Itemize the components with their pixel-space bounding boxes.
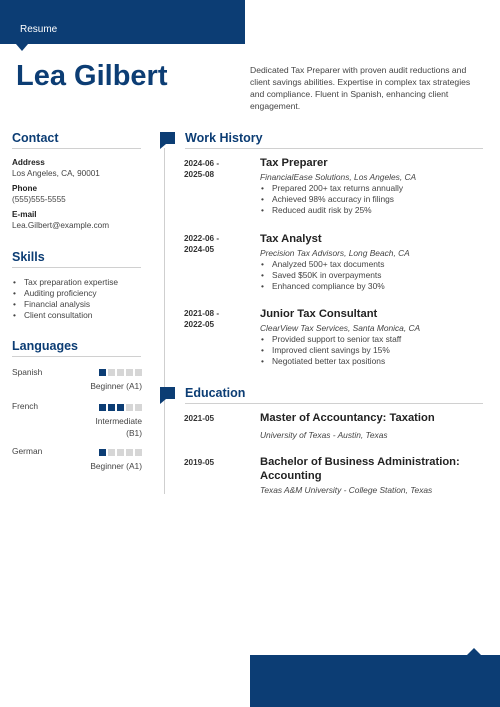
job-end: 2022-05 <box>184 320 215 329</box>
rating-empty-icon <box>108 369 115 376</box>
language-rating <box>99 369 142 376</box>
phone-value: (555)555-5555 <box>12 195 66 204</box>
job-title: Tax Analyst <box>260 233 322 245</box>
education-marker-icon <box>160 387 175 399</box>
job-start: 2022-06 - <box>184 234 220 243</box>
job-bullet: • Reduced audit risk by 25% <box>260 205 485 216</box>
job-company: FinancialEase Solutions, Los Angeles, CA <box>260 172 417 182</box>
work-history-title: Work History <box>185 131 263 145</box>
address-value: Los Angeles, CA, 90001 <box>12 169 100 178</box>
skill-item: • Financial analysis <box>12 299 147 310</box>
phone-label: Phone <box>12 184 38 193</box>
language-rating <box>99 449 142 456</box>
address-label: Address <box>12 158 45 167</box>
language-name: German <box>12 446 43 456</box>
email-label: E-mail <box>12 210 37 219</box>
job-bullets <box>260 259 485 292</box>
footer-block <box>250 655 500 707</box>
rating-filled-icon <box>99 449 106 456</box>
timeline-line <box>164 148 165 494</box>
skills-divider <box>12 267 141 268</box>
languages-title: Languages <box>12 339 78 353</box>
rating-filled-icon <box>108 404 115 411</box>
rating-filled-icon <box>99 404 106 411</box>
work-marker-icon <box>160 132 175 144</box>
job-date <box>184 233 219 255</box>
language-level: Beginner (A1) <box>90 381 142 391</box>
contact-divider <box>12 148 141 149</box>
education-date: 2021-05 <box>184 414 215 423</box>
education-title: Education <box>185 386 246 400</box>
job-company: ClearView Tax Services, Santa Monica, CA <box>260 323 421 333</box>
languages-divider <box>12 356 141 357</box>
skills-title: Skills <box>12 250 45 264</box>
work-divider <box>185 148 483 149</box>
job-end: 2025-08 <box>184 170 215 179</box>
school-name: University of Texas - Austin, Texas <box>260 430 388 440</box>
resume-label: Resume <box>20 24 58 35</box>
job-bullet: • Improved client savings by 15% <box>260 345 485 356</box>
skills-list <box>12 277 147 321</box>
job-bullet: • Achieved 98% accuracy in filings <box>260 194 485 205</box>
email-value[interactable]: Lea.Gilbert@example.com <box>12 221 110 230</box>
education-date: 2019-05 <box>184 458 215 467</box>
job-company: Precision Tax Advisors, Long Beach, CA <box>260 248 410 258</box>
rating-filled-icon <box>99 369 106 376</box>
school-name: Texas A&M University - College Station, Texas <box>260 485 433 495</box>
job-bullets <box>260 334 485 367</box>
degree-title: Bachelor of Business Administration: Accounting <box>260 456 460 482</box>
job-title: Junior Tax Consultant <box>260 308 378 320</box>
job-end: 2024-05 <box>184 245 215 254</box>
job-bullet: • Prepared 200+ tax returns annually <box>260 183 485 194</box>
rating-empty-icon <box>117 449 124 456</box>
skill-item: • Client consultation <box>12 310 147 321</box>
job-bullet: • Enhanced compliance by 30% <box>260 281 485 292</box>
degree-title: Master of Accountancy: Taxation <box>260 412 435 424</box>
rating-empty-icon <box>135 369 142 376</box>
job-bullet: • Analyzed 500+ tax documents <box>260 259 485 270</box>
job-date <box>184 308 219 330</box>
rating-empty-icon <box>135 404 142 411</box>
language-level: Intermediate (B1) <box>95 416 142 438</box>
rating-empty-icon <box>117 369 124 376</box>
language-name: Spanish <box>12 367 43 377</box>
language-rating <box>99 404 142 411</box>
job-bullet: • Saved $50K in overpayments <box>260 270 485 281</box>
job-date <box>184 158 219 180</box>
rating-empty-icon <box>126 404 133 411</box>
job-bullet: • Negotiated better tax positions <box>260 356 485 367</box>
rating-empty-icon <box>126 449 133 456</box>
footer-notch <box>467 648 481 655</box>
rating-empty-icon <box>126 369 133 376</box>
rating-filled-icon <box>117 404 124 411</box>
header-banner <box>0 0 245 44</box>
job-start: 2021-08 - <box>184 309 220 318</box>
job-bullet: • Provided support to senior tax staff <box>260 334 485 345</box>
job-title: Tax Preparer <box>260 157 328 169</box>
rating-empty-icon <box>135 449 142 456</box>
summary: Dedicated Tax Preparer with proven audit reductions and client savings abilities. Expertise in complex tax strategies and compliance. Fluent in Spanish, enhancing client engagement. <box>250 65 471 111</box>
candidate-name: Lea Gilbert <box>16 60 168 92</box>
rating-empty-icon <box>108 449 115 456</box>
skill-item: • Auditing proficiency <box>12 288 147 299</box>
skill-item: • Tax preparation expertise <box>12 277 147 288</box>
job-start: 2024-06 - <box>184 159 220 168</box>
job-bullets <box>260 183 485 216</box>
education-divider <box>185 403 483 404</box>
language-name: French <box>12 401 39 411</box>
contact-title: Contact <box>12 131 59 145</box>
banner-notch <box>16 44 28 51</box>
language-level: Beginner (A1) <box>90 461 142 471</box>
